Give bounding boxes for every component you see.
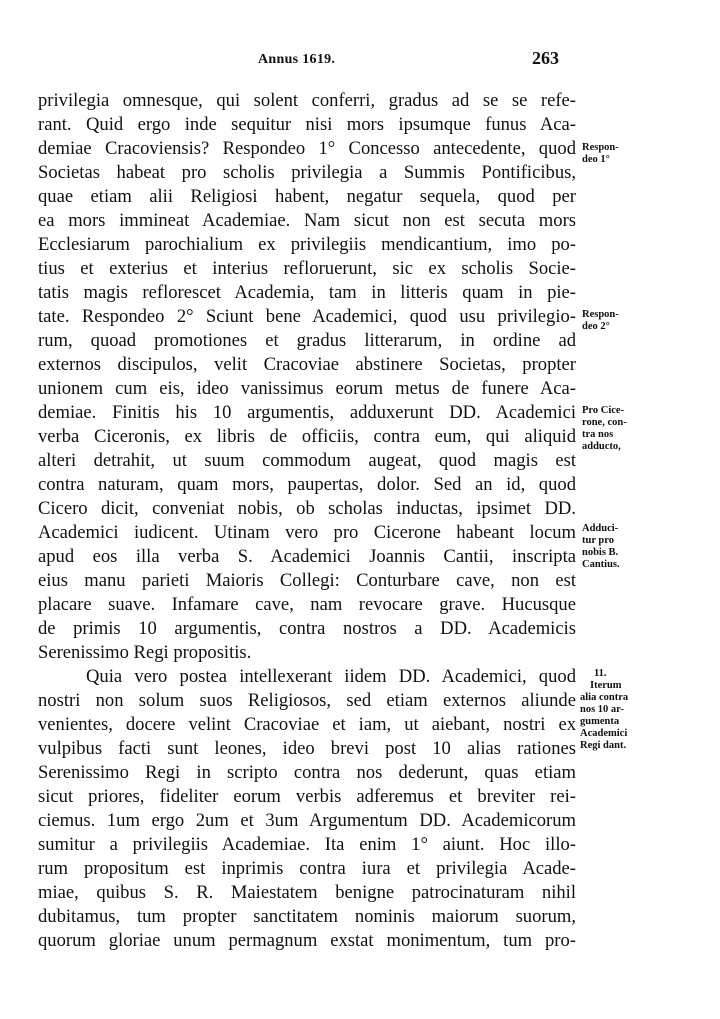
- text-line: demiae. Finitis his 10 argumentis, adduxerunt DD. Academici: [38, 402, 576, 423]
- page-number: 263: [532, 48, 559, 68]
- text-line: contra naturam, quam mors, paupertas, dolor. Sed an id, quod: [38, 474, 576, 495]
- margin-note-cantius: [582, 523, 700, 571]
- margin-note-line: Pro Cice-: [582, 405, 625, 416]
- text-line: rum, quoad promotiones et gradus litterarum, in ordine ad: [38, 330, 576, 351]
- text-line: Serenissimo Regi in scripto contra nos dederunt, quas etiam: [38, 762, 576, 783]
- text-line: quae etiam alii Religiosi habent, negatur sequela, quod per: [38, 186, 576, 207]
- text-line: Cicero dicit, conveniat nobis, ob scholas inductas, ipsimet DD.: [38, 498, 576, 519]
- text-line: alteri detrahit, ut suum commodum augeat, quod magis est: [38, 450, 576, 471]
- page-header: [0, 48, 720, 72]
- text-line: privilegia omnesque, qui solent conferri, gradus ad se se refe-: [38, 90, 576, 111]
- margin-note-line: gumenta: [580, 716, 620, 727]
- margin-note-line: Respon-: [582, 142, 619, 153]
- margin-note-line: Academici: [580, 728, 628, 739]
- text-line: tius et exterius et interius refloruerunt, sic ex scholis Socie-: [38, 258, 576, 279]
- text-line: sumitur a privilegiis Academiae. Ita enim 1° aiunt. Hoc illo-: [38, 834, 576, 855]
- margin-note-line: nobis B.: [582, 547, 619, 558]
- text-line: venientes, docere velint Cracoviae et iam, ut aiebant, nostri ex: [38, 714, 576, 735]
- text-line: nostri non solum suos Religiosos, sed etiam externos aliunde: [38, 690, 576, 711]
- margin-note-line: deo 2°: [582, 321, 610, 332]
- margin-note-line: Regi dant.: [580, 740, 627, 751]
- text-line: de primis 10 argumentis, contra nostros a DD. Academicis: [38, 618, 576, 639]
- text-line: apud eos illa verba S. Academici Joannis Cantii, inscripta: [38, 546, 576, 567]
- text-line: miae, quibus S. R. Maiestatem benigne patrocinaturam nihil: [38, 882, 576, 903]
- text-line: demiae Cracoviensis? Respondeo 1° Concesso antecedente, quod: [38, 138, 576, 159]
- margin-note-line: rone, con-: [582, 417, 627, 428]
- text-line: Serenissimo Regi propositis.: [38, 642, 252, 663]
- text-line: externos discipulos, velit Cracoviae abstinere Societas, propter: [38, 354, 576, 375]
- text-line: Quia vero postea intellexerant iidem DD. Academici, quod: [86, 666, 576, 687]
- margin-note-line: adducto,: [582, 441, 621, 452]
- text-line: ea mors immineat Academiae. Nam sicut non est secuta mors: [38, 210, 576, 231]
- text-line: vulpibus facti sunt leones, ideo brevi post 10 alias rationes: [38, 738, 576, 759]
- text-line: ciemus. 1um ergo 2um et 3um Argumentum DD. Academicorum: [38, 810, 576, 831]
- margin-note-line: Respon-: [582, 309, 619, 320]
- margin-note-cicero: [582, 405, 700, 453]
- text-line: Academici iudicent. Utinam vero pro Cicerone habeant locum: [38, 522, 576, 543]
- margin-note-line: Cantius.: [582, 559, 620, 570]
- text-line: rant. Quid ergo inde sequitur nisi mors ipsumque funus Aca-: [38, 114, 576, 135]
- margin-note-respondeo-1: [582, 142, 700, 166]
- text-line: Ecclesiarum parochialium ex privilegiis mendicantium, imo po-: [38, 234, 576, 255]
- text-line: quorum gloriae unum permagnum exstat monimentum, tum pro-: [38, 930, 576, 951]
- text-line: tate. Respondeo 2° Sciunt bene Academici, quod usu privilegio-: [38, 306, 576, 327]
- margin-note-line: alia contra: [580, 692, 629, 703]
- margin-note-line: tra nos: [582, 429, 614, 440]
- margin-note-line: tur pro: [582, 535, 614, 546]
- margin-note-line: nos 10 ar-: [580, 704, 624, 715]
- text-line: unionem cum eis, ideo vanissimus eorum metus de funere Aca-: [38, 378, 576, 399]
- margin-note-line: Adduci-: [582, 523, 619, 534]
- margin-note-line: deo 1°: [582, 154, 610, 165]
- text-line: placare suave. Infamare cave, nam revocare grave. Hucusque: [38, 594, 576, 615]
- text-line: rum propositum est inprimis contra iura et privilegia Acade-: [38, 858, 576, 879]
- text-line: Societas habeat pro scholis privilegia a Summis Pontificibus,: [38, 162, 576, 183]
- text-line: verba Ciceronis, ex libris de officiis, contra eum, qui aliquid: [38, 426, 576, 447]
- text-line: dubitamus, tum propter sanctitatem nominis maiorum suorum,: [38, 906, 576, 927]
- margin-note-section-11: [580, 668, 698, 752]
- margin-note-line: 11.: [594, 668, 607, 679]
- text-line: tatis magis reflorescet Academia, tam in litteris quam in pie-: [38, 282, 576, 303]
- margin-note-respondeo-2: [582, 309, 700, 333]
- text-line: eius manu parieti Maioris Collegi: Conturbare cave, non est: [38, 570, 576, 591]
- margin-note-line: Iterum: [590, 680, 622, 691]
- text-line: sicut priores, fideliter eorum verbis adferemus et breviter rei-: [38, 786, 576, 807]
- running-title: Annus 1619.: [258, 52, 336, 67]
